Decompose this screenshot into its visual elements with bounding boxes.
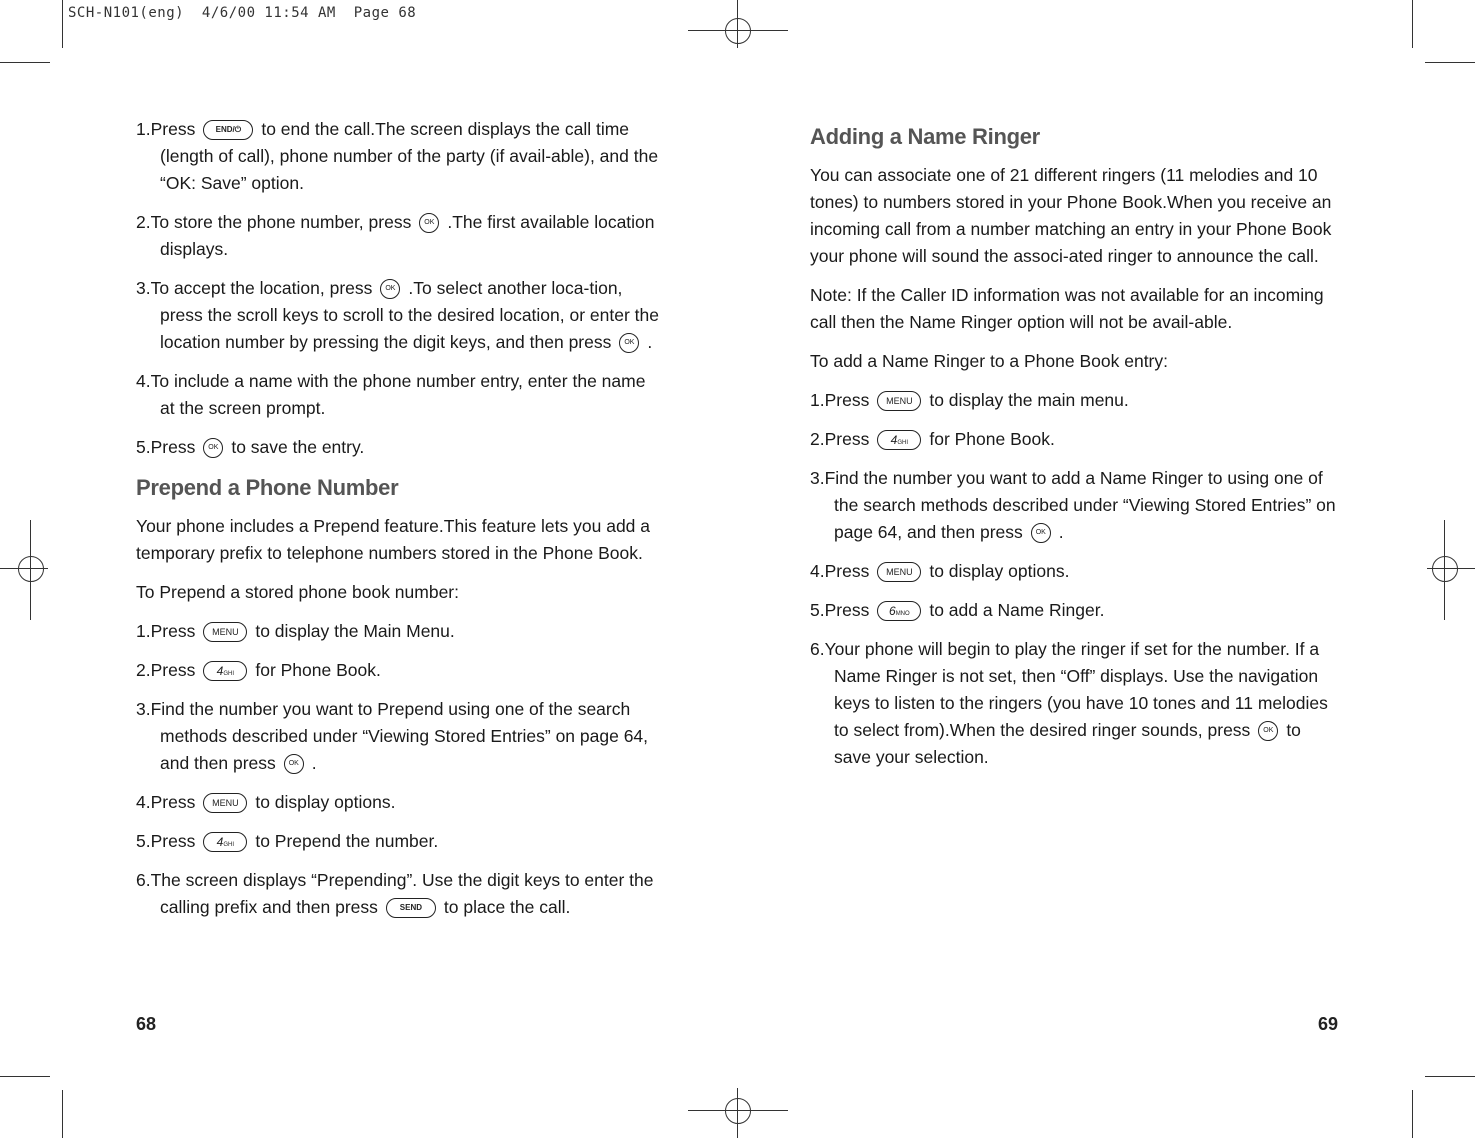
step-number: 4. [136,792,151,812]
step-text: to display options. [929,561,1070,581]
right-page [810,116,1340,783]
step-number: 1. [810,390,825,410]
ok-key-icon: OK [419,213,439,233]
step-number: 6. [136,870,151,890]
step-text: Press [150,119,196,139]
numbered-step [136,696,662,777]
intro-paragraph: You can associate one of 21 different ringers (11 melodies and 10 tones) to numbers stored in your Phone Book.When you receive an incoming call from a number matching an entry in your Phone Book your phone will sound the associ-ated ringer to announce the call. [810,165,1332,266]
menu-key-icon: MENU [877,562,921,582]
step-text: for Phone Book. [929,429,1055,449]
ok-key-icon: OK [1031,523,1051,543]
ok-key-icon: OK [619,333,639,353]
step-text: Press [824,429,870,449]
four-ghi-key-icon: 4GHI [203,661,247,681]
step-number: 5. [136,831,151,851]
numbered-step [810,597,1340,624]
ok-key-icon: OK [1258,721,1278,741]
step-text: . [311,753,317,773]
step-number: 3. [810,468,825,488]
step-text: .To select another loca-tion, press the scroll keys to scroll to the desired location, or enter the location number by pressing the digit keys, and then press [160,278,659,352]
step-text: Press [150,437,196,457]
step-text: .The first available location displays. [160,212,655,259]
lead-paragraph: To add a Name Ringer to a Phone Book entry: [810,351,1168,371]
numbered-step [136,789,662,816]
step-text: Find the number you want to Prepend using one of the search methods described under “Viewing Stored Entries” on page 64, and then press [150,699,649,773]
ok-key-icon: OK [203,438,223,458]
left-page [136,116,662,933]
step-number: 5. [810,600,825,620]
step-number: 2. [810,429,825,449]
numbered-step [136,275,662,356]
step-text: to display options. [255,792,396,812]
numbered-step [136,116,662,197]
step-text: Your phone will begin to play the ringer if set for the number. If a Name Ringer is not set, then “Off” displays. Use the navigation keys to listen to the ringers (you have 10 tones and 11 melodies to select from).When the desired ringer sounds, press [824,639,1328,740]
step-number: 3. [136,278,151,298]
ok-key-icon: OK [284,754,304,774]
ok-key-icon: OK [380,279,400,299]
step-text: to save your selection. [834,720,1301,767]
step-number: 1. [136,119,151,139]
lead-paragraph: To Prepend a stored phone book number: [136,582,459,602]
step-number: 4. [136,371,151,391]
numbered-step [136,657,662,684]
step-text: To store the phone number, press [150,212,412,232]
numbered-step [810,636,1340,771]
step-text: . [647,332,653,352]
numbered-step [810,558,1340,585]
step-text: Press [824,561,870,581]
step-text: to end the call.The screen displays the call time (length of call), phone number of the party (if avail-able), and the “OK: Save” option. [160,119,659,193]
note-paragraph: Note: If the Caller ID information was not available for an incoming call then the Name Ringer option will not be avail-able. [810,285,1324,332]
numbered-step [136,434,662,461]
step-text: To include a name with the phone number entry, enter the name at the screen prompt. [150,371,646,418]
step-number: 5. [136,437,151,457]
step-text: for Phone Book. [255,660,381,680]
six-mno-key-icon: 6MNO [877,601,921,621]
step-text: Press [150,621,196,641]
section-title-name-ringer: Adding a Name Ringer [810,124,1040,149]
numbered-step [136,867,662,921]
step-text: Press [824,390,870,410]
step-text: The screen displays “Prepending”. Use the digit keys to enter the calling prefix and then press [150,870,654,917]
four-ghi-key-icon: 4GHI [203,832,247,852]
numbered-step [136,828,662,855]
step-text: to Prepend the number. [255,831,439,851]
step-text: . [1058,522,1064,542]
four-ghi-key-icon: 4GHI [877,430,921,450]
end-key-icon: END/⏻ [203,120,253,140]
numbered-step [810,387,1340,414]
numbered-step [136,618,662,645]
menu-key-icon: MENU [877,391,921,411]
step-text: to place the call. [443,897,571,917]
intro-paragraph: Your phone includes a Prepend feature.This feature lets you add a temporary prefix to telephone numbers stored in the Phone Book. [136,516,651,563]
step-number: 6. [810,639,825,659]
step-number: 2. [136,660,151,680]
step-text: Press [150,831,196,851]
section-title-prepend: Prepend a Phone Number [136,475,399,500]
numbered-step [810,465,1340,546]
page-number-right: 69 [1318,1014,1339,1034]
step-text: Press [150,792,196,812]
send-key-icon: SEND [386,898,436,918]
step-text: Press [824,600,870,620]
page-number-left: 68 [136,1014,157,1034]
menu-key-icon: MENU [203,793,247,813]
step-text: Find the number you want to add a Name Ringer to using one of the search methods described under “Viewing Stored Entries” on page 64, and then press [824,468,1336,542]
numbered-step [136,368,662,422]
step-text: to display the main menu. [929,390,1129,410]
step-number: 4. [810,561,825,581]
step-number: 2. [136,212,151,232]
step-number: 3. [136,699,151,719]
step-number: 1. [136,621,151,641]
numbered-step [136,209,662,263]
step-text: to save the entry. [231,437,365,457]
step-text: Press [150,660,196,680]
step-text: to display the Main Menu. [255,621,455,641]
step-text: to add a Name Ringer. [929,600,1105,620]
numbered-step [810,426,1340,453]
printer-slug: SCH-N101(eng) 4/6/00 11:54 AM Page 68 [68,5,417,21]
menu-key-icon: MENU [203,622,247,642]
step-text: To accept the location, press [150,278,373,298]
